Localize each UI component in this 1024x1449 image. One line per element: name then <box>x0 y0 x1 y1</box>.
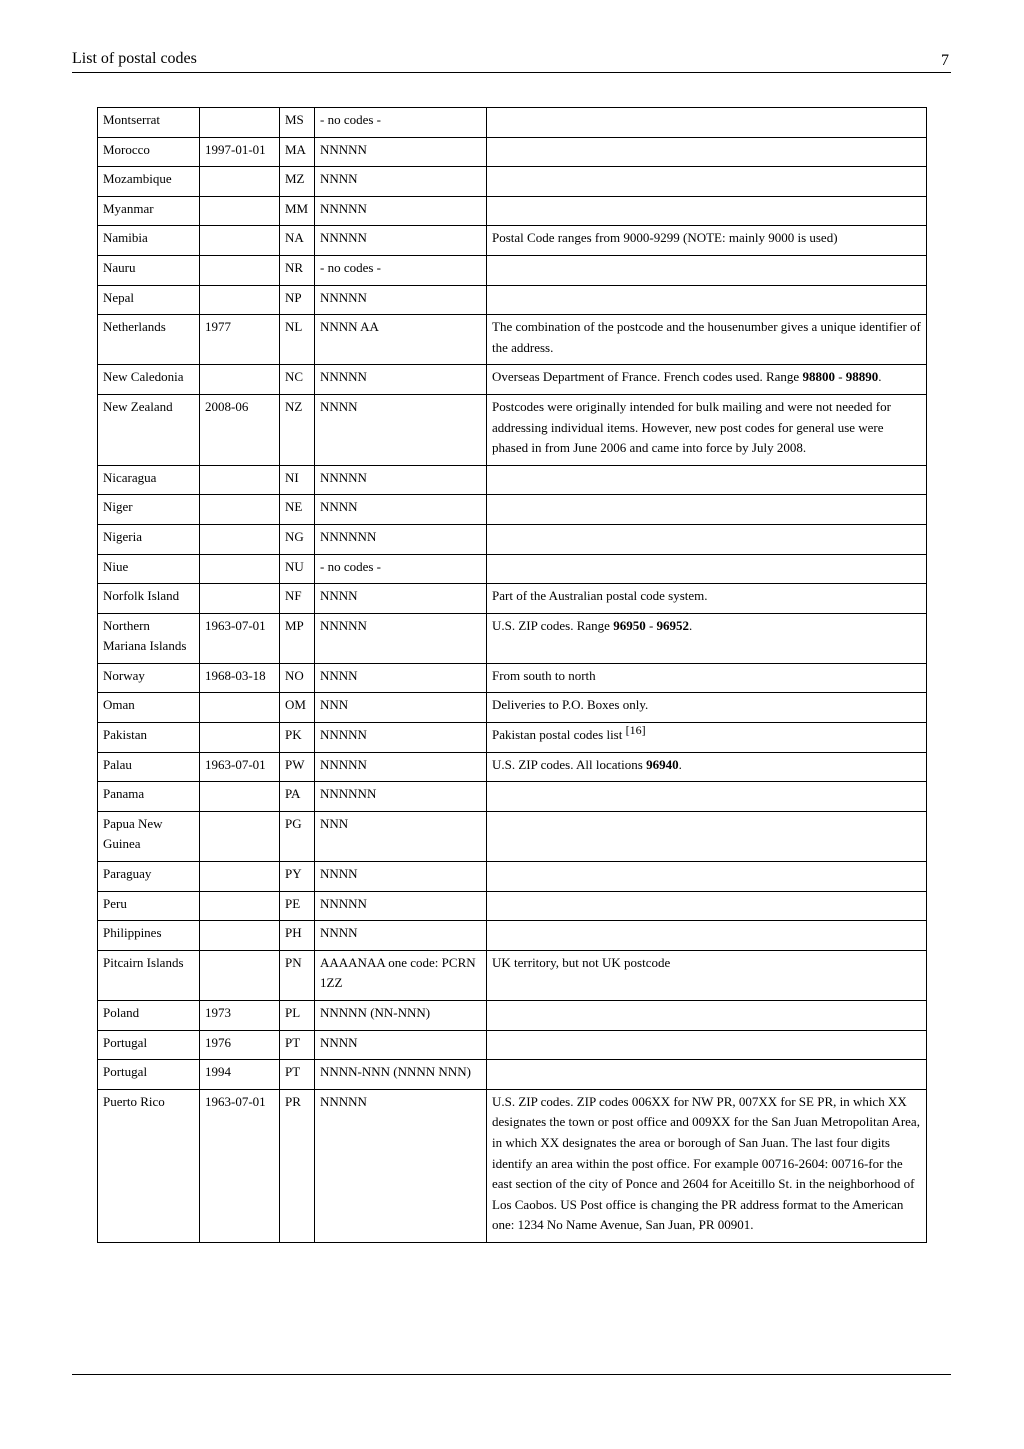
reference-mark: [16] <box>625 723 646 738</box>
date-cell: 1963-07-01 <box>200 752 280 782</box>
notes-cell <box>487 255 927 285</box>
format-cell: NNNNN <box>315 752 487 782</box>
notes-cell <box>487 196 927 226</box>
notes-cell: Postal Code ranges from 9000-9299 (NOTE: mainly 9000 is used) <box>487 226 927 256</box>
date-cell <box>200 584 280 614</box>
page-number: 7 <box>941 52 949 69</box>
format-cell: NNN <box>315 693 487 723</box>
country-cell: Nauru <box>98 255 200 285</box>
table-row <box>98 862 927 892</box>
country-cell: Myanmar <box>98 196 200 226</box>
format-cell: NNNNN <box>315 137 487 167</box>
text-segment: 98890 <box>845 369 879 385</box>
country-cell: Poland <box>98 1001 200 1031</box>
notes-cell <box>487 1030 927 1060</box>
notes-cell <box>487 524 927 554</box>
country-cell: Niger <box>98 495 200 525</box>
code-cell: MA <box>280 137 315 167</box>
format-cell: NNNN <box>315 663 487 693</box>
notes-cell: From south to north <box>487 663 927 693</box>
code-cell: NG <box>280 524 315 554</box>
date-cell <box>200 723 280 753</box>
format-cell: NNNN <box>315 862 487 892</box>
text-segment: U.S. ZIP codes. All locations <box>492 756 647 772</box>
country-cell: Pitcairn Islands <box>98 950 200 1000</box>
notes-cell <box>487 723 927 753</box>
table-row <box>98 394 927 465</box>
text-segment: 96952 <box>656 617 690 633</box>
date-cell: 1973 <box>200 1001 280 1031</box>
date-cell <box>200 921 280 951</box>
code-cell: PG <box>280 811 315 861</box>
notes-cell <box>487 891 927 921</box>
date-cell <box>200 285 280 315</box>
notes-cell <box>487 782 927 812</box>
table-row <box>98 315 927 365</box>
country-cell: Puerto Rico <box>98 1089 200 1242</box>
table-row <box>98 524 927 554</box>
text-segment: - <box>645 617 657 633</box>
date-cell <box>200 862 280 892</box>
notes-cell: Deliveries to P.O. Boxes only. <box>487 693 927 723</box>
date-cell: 1977 <box>200 315 280 365</box>
country-cell: Norfolk Island <box>98 584 200 614</box>
table-row <box>98 891 927 921</box>
table-row <box>98 811 927 861</box>
text-segment: . <box>689 617 693 633</box>
table-row <box>98 950 927 1000</box>
notes-cell <box>487 752 927 782</box>
date-cell: 1976 <box>200 1030 280 1060</box>
country-cell: Paraguay <box>98 862 200 892</box>
format-cell: NNNN <box>315 584 487 614</box>
format-cell: - no codes - <box>315 255 487 285</box>
format-cell: NNNN-NNN (NNNN NNN) <box>315 1060 487 1090</box>
text-segment: . <box>678 756 682 772</box>
code-cell: NZ <box>280 394 315 465</box>
format-cell: NNNNN <box>315 226 487 256</box>
code-cell: PH <box>280 921 315 951</box>
country-cell: Oman <box>98 693 200 723</box>
format-cell: NNNN <box>315 394 487 465</box>
table-row <box>98 137 927 167</box>
date-cell: 1997-01-01 <box>200 137 280 167</box>
code-cell: NE <box>280 495 315 525</box>
text-segment: 98800 <box>802 369 835 385</box>
table-body <box>98 108 927 1243</box>
date-cell: 1968-03-18 <box>200 663 280 693</box>
code-cell: OM <box>280 693 315 723</box>
country-cell: Portugal <box>98 1030 200 1060</box>
date-cell <box>200 255 280 285</box>
country-cell: Nepal <box>98 285 200 315</box>
code-cell: PK <box>280 723 315 753</box>
country-cell: Niue <box>98 554 200 584</box>
code-cell: NA <box>280 226 315 256</box>
code-cell: PL <box>280 1001 315 1031</box>
table-row <box>98 1030 927 1060</box>
format-cell: NNNNNN <box>315 782 487 812</box>
code-cell: PY <box>280 862 315 892</box>
format-cell: NNNNN <box>315 613 487 663</box>
notes-cell: Postcodes were originally intended for bulk mailing and were not needed for addressing individual items. However, new post codes for general use were phased in from June 2006 and came into force by July 2008. <box>487 394 927 465</box>
code-cell: MM <box>280 196 315 226</box>
text-segment: Overseas Department of France. French codes used. Range <box>492 369 803 385</box>
table-row <box>98 196 927 226</box>
code-cell: NL <box>280 315 315 365</box>
page-header <box>72 50 951 73</box>
table-row <box>98 255 927 285</box>
text-segment: . <box>878 369 882 385</box>
country-cell: Montserrat <box>98 108 200 138</box>
table-row <box>98 752 927 782</box>
country-cell: Namibia <box>98 226 200 256</box>
date-cell <box>200 950 280 1000</box>
country-cell: Portugal <box>98 1060 200 1090</box>
date-cell <box>200 891 280 921</box>
country-cell: Netherlands <box>98 315 200 365</box>
table-row <box>98 782 927 812</box>
text-segment: U.S. ZIP codes. Range <box>492 617 614 633</box>
notes-cell <box>487 465 927 495</box>
date-cell <box>200 782 280 812</box>
date-cell: 1963-07-01 <box>200 1089 280 1242</box>
date-cell <box>200 693 280 723</box>
date-cell: 1963-07-01 <box>200 613 280 663</box>
table-row <box>98 1060 927 1090</box>
date-cell <box>200 226 280 256</box>
page-footer-rule <box>72 1374 951 1375</box>
table-row <box>98 693 927 723</box>
date-cell <box>200 554 280 584</box>
page-title: List of postal codes <box>72 50 197 67</box>
notes-cell <box>487 365 927 395</box>
country-cell: New Caledonia <box>98 365 200 395</box>
notes-cell <box>487 1001 927 1031</box>
date-cell <box>200 495 280 525</box>
country-cell: Pakistan <box>98 723 200 753</box>
notes-cell <box>487 137 927 167</box>
format-cell: - no codes - <box>315 108 487 138</box>
format-cell: NNNNN <box>315 723 487 753</box>
code-cell: PA <box>280 782 315 812</box>
table-row <box>98 495 927 525</box>
date-cell: 1994 <box>200 1060 280 1090</box>
format-cell: NNNNN <box>315 285 487 315</box>
code-cell: NR <box>280 255 315 285</box>
format-cell: NNNNN (NN-NNN) <box>315 1001 487 1031</box>
country-cell: Palau <box>98 752 200 782</box>
code-cell: PE <box>280 891 315 921</box>
table-row <box>98 226 927 256</box>
notes-cell: U.S. ZIP codes. ZIP codes 006XX for NW PR, 007XX for SE PR, in which XX designates the town or post office and 009XX for the San Juan Metropolitan Area, in which XX designates the area or borough of San Juan. The last four digits identify an area within the post office. For example 00716-2604: 00716-for the east section of the city of Ponce and 2604 for Aceitillo St. in the neighborhood of Los Caobos. US Post office is changing the PR address format to the American one: 1234 No Name Avenue, San Juan, PR 00901. <box>487 1089 927 1242</box>
text-segment: Pakistan postal codes list <box>492 727 626 743</box>
date-cell <box>200 196 280 226</box>
notes-cell: UK territory, but not UK postcode <box>487 950 927 1000</box>
table-row <box>98 723 927 753</box>
text-segment: 96950 <box>613 617 646 633</box>
format-cell: NNNNN <box>315 891 487 921</box>
code-cell: NO <box>280 663 315 693</box>
code-cell: PW <box>280 752 315 782</box>
code-cell: MZ <box>280 167 315 197</box>
table-row <box>98 554 927 584</box>
code-cell: PN <box>280 950 315 1000</box>
format-cell: NNNNN <box>315 196 487 226</box>
table-row <box>98 465 927 495</box>
format-cell: NNNN AA <box>315 315 487 365</box>
country-cell: Nigeria <box>98 524 200 554</box>
code-cell: MP <box>280 613 315 663</box>
code-cell: NI <box>280 465 315 495</box>
text-segment: - <box>834 369 846 385</box>
code-cell: NC <box>280 365 315 395</box>
table-row <box>98 1089 927 1242</box>
format-cell: - no codes - <box>315 554 487 584</box>
notes-cell: Part of the Australian postal code system. <box>487 584 927 614</box>
format-cell: NNNNNN <box>315 524 487 554</box>
country-cell: Morocco <box>98 137 200 167</box>
code-cell: NP <box>280 285 315 315</box>
table-row <box>98 663 927 693</box>
format-cell: NNNN <box>315 495 487 525</box>
notes-cell <box>487 1060 927 1090</box>
date-cell <box>200 108 280 138</box>
date-cell <box>200 524 280 554</box>
notes-cell <box>487 613 927 663</box>
notes-cell: The combination of the postcode and the housenumber gives a unique identifier of the address. <box>487 315 927 365</box>
format-cell: NNNN <box>315 1030 487 1060</box>
country-cell: Nicaragua <box>98 465 200 495</box>
date-cell <box>200 811 280 861</box>
format-cell: NNN <box>315 811 487 861</box>
country-cell: New Zealand <box>98 394 200 465</box>
table-row <box>98 584 927 614</box>
code-cell: PT <box>280 1060 315 1090</box>
table-row <box>98 365 927 395</box>
code-cell: MS <box>280 108 315 138</box>
notes-cell <box>487 108 927 138</box>
notes-cell <box>487 495 927 525</box>
format-cell: NNNNN <box>315 1089 487 1242</box>
table-row <box>98 613 927 663</box>
date-cell <box>200 167 280 197</box>
country-cell: Northern Mariana Islands <box>98 613 200 663</box>
format-cell: NNNNN <box>315 365 487 395</box>
postal-codes-table <box>97 107 927 1243</box>
date-cell <box>200 365 280 395</box>
code-cell: NU <box>280 554 315 584</box>
country-cell: Papua New Guinea <box>98 811 200 861</box>
date-cell: 2008-06 <box>200 394 280 465</box>
table-row <box>98 167 927 197</box>
notes-cell <box>487 921 927 951</box>
country-cell: Peru <box>98 891 200 921</box>
format-cell: NNNN <box>315 167 487 197</box>
notes-cell <box>487 862 927 892</box>
notes-cell <box>487 811 927 861</box>
table-row <box>98 1001 927 1031</box>
format-cell: NNNNN <box>315 465 487 495</box>
notes-cell <box>487 554 927 584</box>
text-segment: 96940 <box>646 756 679 772</box>
table-row <box>98 285 927 315</box>
format-cell: NNNN <box>315 921 487 951</box>
notes-cell <box>487 167 927 197</box>
format-cell: AAAANAA one code: PCRN 1ZZ <box>315 950 487 1000</box>
code-cell: PR <box>280 1089 315 1242</box>
country-cell: Mozambique <box>98 167 200 197</box>
notes-cell <box>487 285 927 315</box>
table-row <box>98 921 927 951</box>
country-cell: Norway <box>98 663 200 693</box>
table-row <box>98 108 927 138</box>
code-cell: PT <box>280 1030 315 1060</box>
date-cell <box>200 465 280 495</box>
country-cell: Panama <box>98 782 200 812</box>
code-cell: NF <box>280 584 315 614</box>
country-cell: Philippines <box>98 921 200 951</box>
